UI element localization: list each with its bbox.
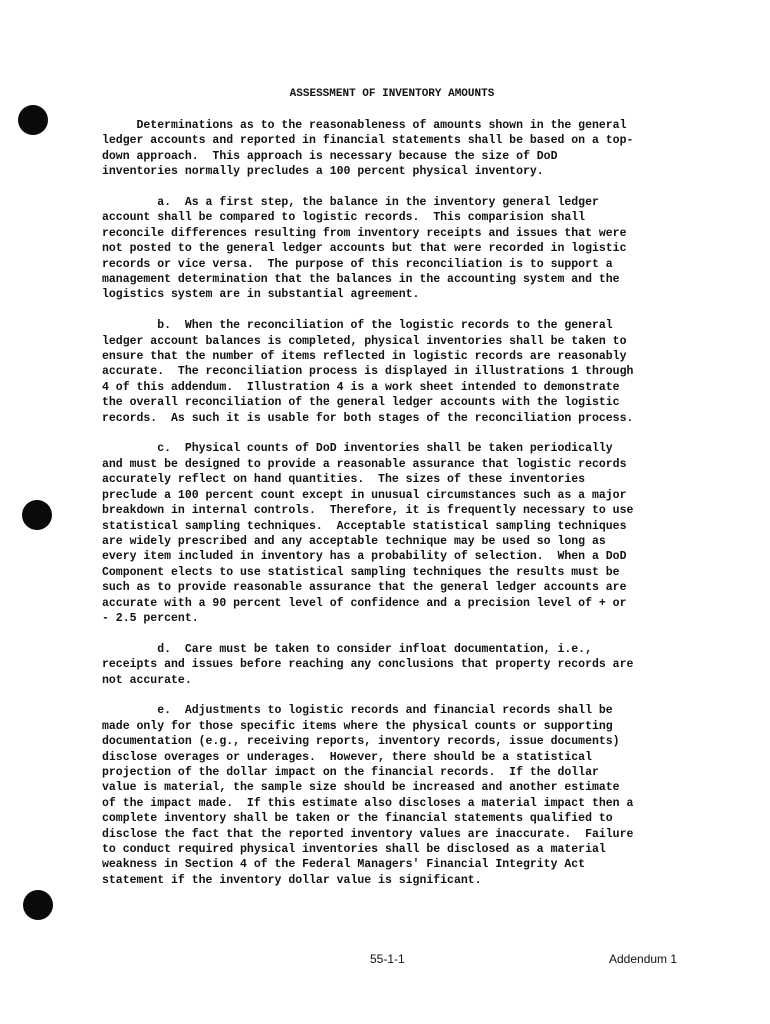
paragraph-line: c. Physical counts of DoD inventories shall be taken periodically xyxy=(102,442,613,456)
addendum-label: Addendum 1 xyxy=(609,952,678,966)
paragraph-line: records. As such it is usable for both stages of the reconciliation process. xyxy=(102,411,634,425)
binder-hole-icon xyxy=(23,890,53,920)
paragraph-line: Component elects to use statistical sampling techniques the results must be xyxy=(102,565,620,579)
paragraph-line: inventories normally precludes a 100 percent physical inventory. xyxy=(102,165,544,179)
paragraph-line: accurately reflect on hand quantities. The sizes of these inventories xyxy=(102,473,586,487)
paragraph-line: statement if the inventory dollar value is significant. xyxy=(102,873,482,887)
paragraph-line: weakness in Section 4 of the Federal Managers' Financial Integrity Act xyxy=(102,858,586,872)
paragraph xyxy=(102,703,692,888)
paragraph-line: value is material, the sample size should be increased and another estimate xyxy=(102,781,620,795)
paragraph-line: accurate with a 90 percent level of confidence and a precision level of + or xyxy=(102,596,627,610)
paragraph-line: made only for those specific items where the physical counts or supporting xyxy=(102,719,613,733)
page-number: 55-1-1 xyxy=(370,952,405,966)
paragraph-line: every item included in inventory has a probability of selection. When a DoD xyxy=(102,550,627,564)
paragraph-line: d. Care must be taken to consider infloat documentation, i.e., xyxy=(102,642,592,656)
paragraph-line: the overall reconciliation of the general ledger accounts with the logistic xyxy=(102,396,620,410)
paragraph-line: disclose overages or underages. However, there should be a statistical xyxy=(102,750,592,764)
paragraph xyxy=(102,195,692,303)
paragraph-line: disclose the fact that the reported inventory values are inaccurate. Failure xyxy=(102,827,634,841)
paragraph-line: such as to provide reasonable assurance that the general ledger accounts are xyxy=(102,581,627,595)
page-title: ASSESSMENT OF INVENTORY AMOUNTS xyxy=(289,88,495,100)
binder-hole-icon xyxy=(22,500,52,530)
paragraph-line: - 2.5 percent. xyxy=(102,611,199,625)
paragraph-line: and must be designed to provide a reasonable assurance that logistic records xyxy=(102,457,627,471)
paragraph-line: down approach. This approach is necessary because the size of DoD xyxy=(102,149,558,163)
paragraph-line: not accurate. xyxy=(102,673,192,687)
paragraph-line: to conduct required physical inventories shall be disclosed as a material xyxy=(102,843,606,857)
paragraph-line: records or vice versa. The purpose of this reconciliation is to support a xyxy=(102,257,613,271)
paragraph-line: documentation (e.g., receiving reports, inventory records, issue documents) xyxy=(102,735,620,749)
paragraph-line: ledger accounts and reported in financial statements shall be based on a top- xyxy=(102,134,634,148)
paragraph-line: ensure that the number of items reflected in logistic records are reasonably xyxy=(102,350,627,364)
paragraph-line: management determination that the balances in the accounting system and the xyxy=(102,273,620,287)
paragraph-line: logistics system are in substantial agreement. xyxy=(102,288,420,302)
paragraph-line: breakdown in internal controls. Therefore, it is frequently necessary to use xyxy=(102,504,634,518)
paragraph-line: receipts and issues before reaching any conclusions that property records are xyxy=(102,658,634,672)
paragraph-line: ledger account balances is completed, physical inventories shall be taken to xyxy=(102,334,627,348)
paragraph xyxy=(102,642,692,688)
paragraph-line: reconcile differences resulting from inventory receipts and issues that were xyxy=(102,226,627,240)
paragraph-line: preclude a 100 percent count except in unusual circumstances such as a major xyxy=(102,488,627,502)
binder-hole-icon xyxy=(18,105,48,135)
paragraph-line: a. As a first step, the balance in the inventory general ledger xyxy=(102,196,599,210)
paragraph-line: not posted to the general ledger accounts but that were recorded in logistic xyxy=(102,242,627,256)
document-body xyxy=(102,118,692,904)
paragraph-line: projection of the dollar impact on the financial records. If the dollar xyxy=(102,765,599,779)
paragraph xyxy=(102,441,692,626)
paragraph-line: complete inventory shall be taken or the financial statements qualified to xyxy=(102,812,613,826)
paragraph-line: b. When the reconciliation of the logistic records to the general xyxy=(102,319,613,333)
paragraph-line: of the impact made. If this estimate also discloses a material impact then a xyxy=(102,796,634,810)
paragraph-line: statistical sampling techniques. Acceptable statistical sampling techniques xyxy=(102,519,627,533)
paragraph-line: Determinations as to the reasonableness of amounts shown in the general xyxy=(102,119,627,132)
paragraph-line: accurate. The reconciliation process is displayed in illustrations 1 through xyxy=(102,365,634,379)
paragraph xyxy=(102,118,692,180)
paragraph-line: 4 of this addendum. Illustration 4 is a work sheet intended to demonstrate xyxy=(102,380,620,394)
paragraph xyxy=(102,318,692,426)
paragraph-line: are widely prescribed and any acceptable technique may be used so long as xyxy=(102,534,606,548)
paragraph-line: account shall be compared to logistic records. This comparision shall xyxy=(102,211,586,225)
paragraph-line: e. Adjustments to logistic records and financial records shall be xyxy=(102,704,613,718)
